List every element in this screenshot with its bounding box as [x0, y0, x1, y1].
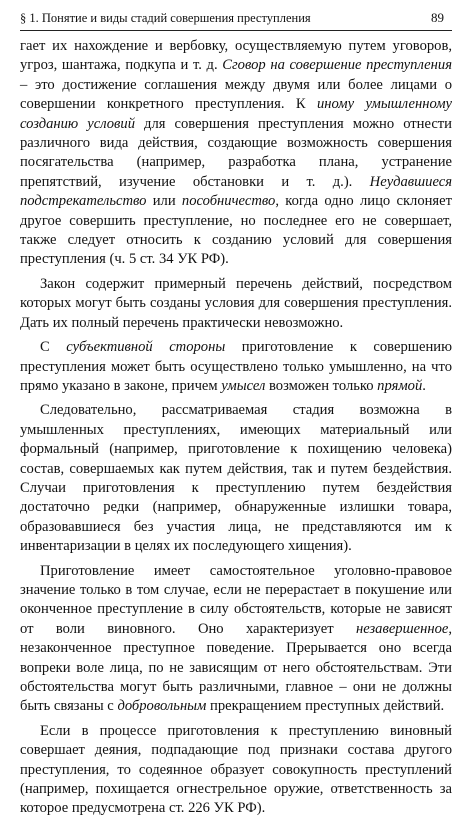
text-run: прекращением преступных действий. [206, 698, 445, 715]
italic-term: иному умышленному созданию условий [20, 96, 452, 132]
running-header [20, 10, 452, 31]
paragraph [20, 37, 452, 270]
paragraph [20, 401, 452, 556]
text-run: , когда одно лицо склоняет другое совершить преступление, но последнее его не совершает, также следует относить к созданию условий для совершения преступления (ч. 5 ст. 34 УК РФ). [20, 193, 452, 268]
text-run: , незаконченное преступное поведение. Прерывается оно всегда вопреки воле лица, по не зависящим от него обстоятельствам. Эти обстоятельства могут быть различными, главное – они не должны быть связаны с [20, 620, 452, 715]
text-run: приготовление к совершению преступления может быть осуществлено только умышленно, на что прямо указано в законе, причем [20, 339, 452, 394]
italic-term: субъективной стороны [66, 339, 226, 356]
italic-term: незавершенное [355, 620, 449, 637]
italic-term: умысел [221, 377, 266, 394]
paragraph [20, 338, 452, 396]
italic-term: Сговор на совершение преступления [222, 57, 452, 74]
italic-term: добровольным [117, 698, 207, 715]
text-run: – это достижение соглашения между двумя или более лицами о совершении конкретного преступления. К [20, 76, 452, 113]
main-text [20, 37, 452, 819]
page-number: 89 [431, 10, 444, 25]
text-run: Закон содержит примерный перечень действий, посредством которых могут быть созданы условия для совершения преступления. Дать их полный перечень практически невозможно. [20, 275, 452, 331]
italic-term: Неудавшиеся подстрекательство [20, 173, 452, 210]
text-run: возможен только [265, 377, 378, 394]
italic-term: пособничество [181, 193, 276, 210]
paragraph [20, 562, 452, 717]
italic-term: прямой [377, 377, 423, 394]
text-run: Приготовление имеет самостоятельное уголовно-правовое значение только в том случае, если не перерастает в покушение или оконченное преступление в силу обстоятельств, которые не зависят от воли виновного. Оно характеризует [20, 562, 452, 637]
text-run: для совершения преступления можно отнести различного вида действия, создающие возможность совершения посягательства (например, разработка плана, устранение препятствий, изучение обстановки и т. д.). [20, 115, 452, 190]
paragraph [20, 722, 452, 819]
text-run: гает их нахождение и вербовку, осуществляемую путем уговоров, угроз, шантажа, подкупа и т. д. [20, 38, 452, 74]
section-title: § 1. Понятие и виды стадий совершения преступления [20, 11, 311, 25]
text-run: Следовательно, рассматриваемая стадия возможна в умышленных преступлениях, имеющих материальный или формальный (например, приготовление к похищению человека) состав, совершаемых как путем действия, так и путем бездействия. Случаи приготовления к преступлению путем бездействия достаточно редки (например, обнаруженные излишки товара, образовавшиеся без участия лица, не представляются им к инвентаризации в целях их последующего хищения). [20, 402, 452, 555]
text-run: или [146, 193, 182, 210]
paragraph [20, 275, 452, 333]
text-run: . [422, 377, 426, 394]
text-run: Если в процессе приготовления к преступлению виновный совершает деяния, подпадающие под признаки состава другого преступления, то содеянное образует совокупность преступлений (например, похищается огнестрельное оружие, ответственность за которое предусмотрена ст. 226 УК РФ). [20, 722, 452, 817]
text-run: С [40, 339, 67, 356]
